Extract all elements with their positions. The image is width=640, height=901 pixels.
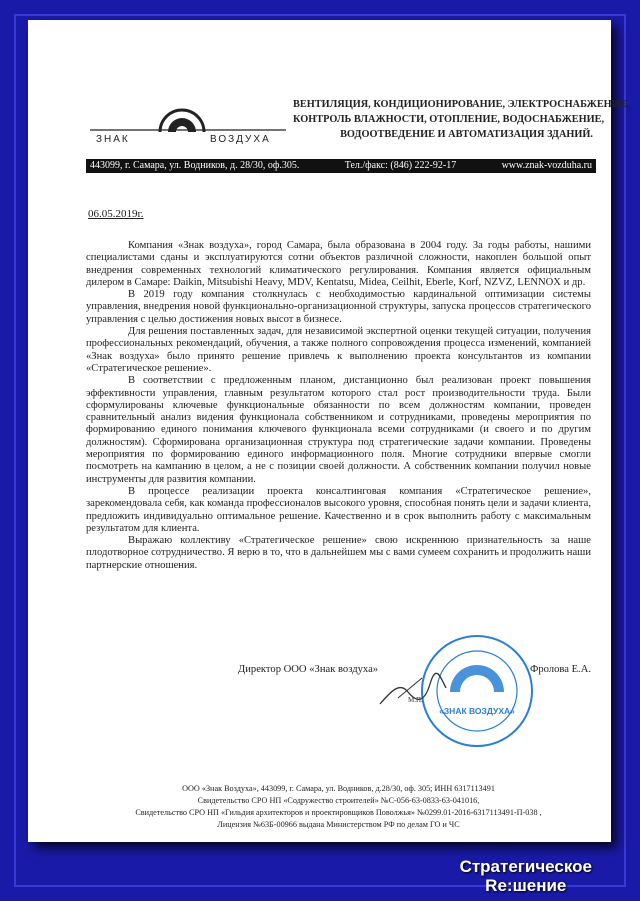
footer-line: Свидетельство СРО НП «Гильдия архитекторов и проектировщиков Поволжья» №0299.01-2016-6317113491-П-038 , xyxy=(135,808,542,817)
website[interactable]: www.znak-vozduha.ru xyxy=(501,160,592,171)
logo-graphic xyxy=(88,90,288,160)
paragraph: Компания «Знак воздуха», город Самара, была образована в 2004 году. За годы работы, нашими специалистами сданы и эксплуатируются сотни объектов различной сложности, накоплен большой опыт внедрения современных технологий климатического регулирования. Компания является официальным дилером в Самаре: Daikin, Mitsubishi Heavy, MDV, Kentatsu, Midea, Ceilhit, Eberle, Korf, NZVZ, LENNOX и др. xyxy=(86,240,591,288)
footer-line: Лицензия №63Б-00966 выдана Министерством РФ по делам ГО и ЧС xyxy=(217,820,460,829)
stamp-text: «ЗНАК ВОЗДУХА» xyxy=(439,706,515,716)
brand-line2: Re:шение xyxy=(485,876,567,895)
company-logo xyxy=(88,90,288,160)
services-line: ВОДООТВЕДЕНИЕ И АВТОМАТИЗАЦИЯ ЗДАНИЙ. xyxy=(340,129,593,140)
address: 443099, г. Самара, ул. Водников, д. 28/30, оф.305. xyxy=(90,160,300,171)
services-line: КОНТРОЛЬ ВЛАЖНОСТИ, ОТОПЛЕНИЕ, ВОДОСНАБЖЕНИЕ, xyxy=(293,114,605,125)
footer-line: ООО «Знак Воздуха», 443099, г. Самара, ул. Водников, д.28/30, оф. 305; ИНН 6317113491 xyxy=(182,784,495,793)
signatory-name: Фролова Е.А. xyxy=(529,664,591,675)
services-list xyxy=(293,97,630,142)
paragraph: Выражаю коллективу «Стратегическое решение» свою искреннюю признательность за наше плодотворное сотрудничество. Я верю в то, что в дальнейшем мы с вами сумеем сохранить и продолжить наши партнерские отношения. xyxy=(86,535,591,571)
signatory-title: Директор ООО «Знак воздуха» xyxy=(238,664,379,675)
footer-requisites xyxy=(86,783,591,831)
signature xyxy=(378,670,448,710)
letter-body xyxy=(86,240,591,572)
services-line: ВЕНТИЛЯЦИЯ, КОНДИЦИОНИРОВАНИЕ, ЭЛЕКТРОСНАБЖЕНИЕ, xyxy=(293,99,630,110)
paragraph: В соответствии с предложенным планом, дистанционно был реализован проект повышения эффективности управления, главным результатом которого стал рост производительности труда. Были сформулированы ключевые функциональные обязанности по всем должностям компании, проведен сравнительный анализ видения функционала собственником и сотрудниками, проведены мероприятия по формированию единого понимания ключевого функционала всеми сотрудниками (и своего и по другим должностям). Сформирована организационная структура под стратегические задачи компании. Проведены мероприятия по формированию единого информационного поля. Многие сотрудники впервые смогли посмотреть на кампанию в целом, а не с позиции своей должности. А собственник компании получил новые инструменты для развития компании. xyxy=(86,375,591,485)
stamp-initials: М.П. xyxy=(408,696,423,704)
paragraph: В процессе реализации проекта консалтинговая компания «Стратегическое решение», зарекомендовала себя, как команда профессионалов высокого уровня, способная понять цели и задачи клиента, предложить индивидуально оптимальное решение. Качественно и в срок выполнить работу с максимальным результатом для клиента. xyxy=(86,485,591,534)
brand-line1: Стратегическое xyxy=(459,857,592,876)
brand-watermark xyxy=(460,857,592,895)
phone: Тел./факс: (846) 222-92-17 xyxy=(344,160,457,171)
logo-text-left: ЗНАК xyxy=(96,134,130,145)
paragraph: Для решения поставленных задач, для независимой экспертной оценки текущей ситуации, получения профессиональных рекомендаций, обучения, а также полного сопровождения процесса изменений, компанией «Знак воздуха» было принято решение привлечь к выполнению проекта консультантов из компании «Стратегическое решение». xyxy=(86,326,591,374)
letter-page xyxy=(28,20,630,842)
address-bar xyxy=(86,159,596,173)
paragraph: В 2019 году компания столкнулась с необходимостью кардинальной оптимизации системы управления, внедрения новой функционально-организационной структуры, запуска процессов стратегического управления с целью достижения новых высот в бизнесе. xyxy=(86,289,591,325)
letter-date: 06.05.2019г. xyxy=(88,208,144,220)
footer-line: Свидетельство СРО НП «Содружество строителей» №С-056-63-0833-63-041016, xyxy=(197,796,480,805)
logo-text-right: ВОЗДУХА xyxy=(210,134,271,145)
